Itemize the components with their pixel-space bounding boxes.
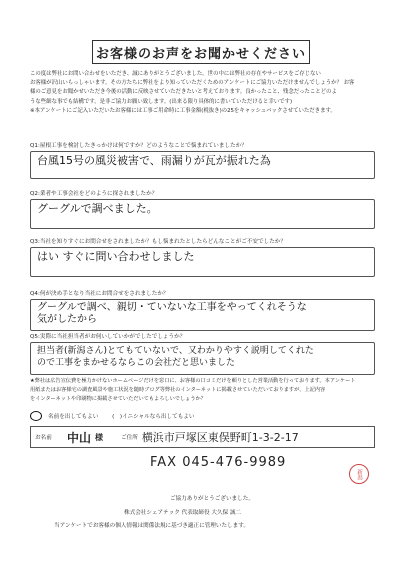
name-label: お名前 bbox=[35, 435, 52, 441]
question-2 bbox=[30, 190, 375, 229]
intro-line: この度は弊社にお問い合わせをいただき、誠にありがとうございました。世の中には弊社の存在やサービスをご存じない bbox=[30, 71, 321, 77]
intro-line: うな些細な事でも結構です。是非ご協力お願い致します。(出来る限り具体的に書いていただけると幸いです) bbox=[30, 98, 293, 105]
answer-text: グーグルで調べ、親切・ていないな工事をやってくれそうな bbox=[37, 302, 307, 313]
name-field[interactable]: 中山 bbox=[67, 430, 92, 445]
selected-circle-icon bbox=[30, 411, 42, 421]
answer-box[interactable] bbox=[30, 151, 375, 179]
publication-notice bbox=[30, 377, 375, 404]
honorific: 様 bbox=[95, 432, 104, 442]
page-title: お客様のお声をお聞かせください bbox=[92, 40, 310, 64]
question-label: Q4:何が決め手となり当社にお問合せをされましたか？ bbox=[30, 291, 169, 297]
answer-text: 台風15号の風災被害で、雨漏りが瓦が振れた為 bbox=[37, 154, 271, 167]
question-5 bbox=[30, 333, 375, 375]
notice-line: ★弊社は広告宣伝費を極力かけないホームページだけを窓口に、お客様の口コミだけを頼りとした営業活動を行っております。本アンケート bbox=[30, 378, 356, 384]
intro-line: お客様が沢山いらっしゃいます。その方たちに弊社をより知っていただくためのアンケートにご協力いただけませんでしょうか？ お客 bbox=[30, 80, 355, 87]
question-label: Q3:当社を知りすぐにお問合せをされましたか？もし悩まれたとしたらどんなことがご不安でしたか？ bbox=[30, 239, 286, 245]
company-name: 株式会社シェアテック 代表取締役 大久保 誠二 bbox=[124, 510, 242, 516]
question-label: Q5:実際に当社担当者がお伺いしていかがでしたでしょうか？ bbox=[30, 334, 186, 340]
intro-text bbox=[30, 70, 375, 116]
answer-text: グーグルで調べました。 bbox=[37, 202, 158, 215]
question-label: Q2:業者や工事会社をどのように探されましたか？ bbox=[30, 191, 158, 197]
question-3 bbox=[30, 238, 375, 277]
answer-box[interactable] bbox=[30, 199, 375, 229]
answer-text: 担当者(新潟さん)とてもていないで、又わかりやすく説明してくれた bbox=[37, 346, 314, 356]
fax-number: FAX 045-476-9989 bbox=[150, 455, 287, 470]
question-4 bbox=[30, 290, 375, 331]
answer-text: ので工事をまかせるならこの会社だと思いました bbox=[37, 358, 236, 368]
address-label: ご住所 bbox=[121, 435, 138, 441]
answer-text: はい すぐに問い合わせしました bbox=[37, 250, 195, 263]
consent-choices bbox=[30, 411, 207, 421]
choice-name-ok[interactable]: 名前を出してもよい bbox=[30, 414, 104, 420]
thanks-text: ご協力ありがとうございました。 bbox=[170, 496, 254, 502]
choice-initials-ok[interactable]: ( )イニシャルなら出してもよい bbox=[112, 413, 195, 420]
intro-line: ※本アンケートにご記入いただいたお客様には工事ご用命時に工事金額(税抜き)の25をキャッシュバックさせていただきます。 bbox=[30, 107, 336, 114]
intro-line: 様のご意見をお聞かせいただき今後の活動に反映させていただきたいと考えております。良かったこと、残念だったことどのよ bbox=[30, 89, 337, 96]
answer-box[interactable] bbox=[30, 342, 375, 375]
name-address-row bbox=[30, 426, 375, 448]
address-field[interactable]: 横浜市戸塚区東俣野町1-3-2-17 bbox=[141, 431, 299, 444]
answer-box[interactable] bbox=[30, 247, 375, 277]
notice-line: をインターネットや印刷物に掲載させていただいてもよろしいでしょうか？ bbox=[30, 396, 206, 402]
privacy-footer: 当アンケートでお客様の個人情報は関係法規に基づき適正に管理いたします。 bbox=[54, 523, 249, 529]
answer-text: 気がしたから bbox=[37, 314, 97, 325]
answer-box[interactable] bbox=[30, 299, 375, 331]
notice-line: 用紙またはお客様宅の調査風景や施工状況を随時ブログ等弊社のインターネットに掲載させていただいておりますが、上記内容 bbox=[30, 387, 326, 393]
question-1 bbox=[30, 142, 375, 179]
stamp-seal: 新潟 bbox=[349, 464, 369, 484]
question-label: Q1:屋根工事を検討したきっかけは何ですか？どのようなことで悩まれていましたか？ bbox=[30, 143, 247, 149]
